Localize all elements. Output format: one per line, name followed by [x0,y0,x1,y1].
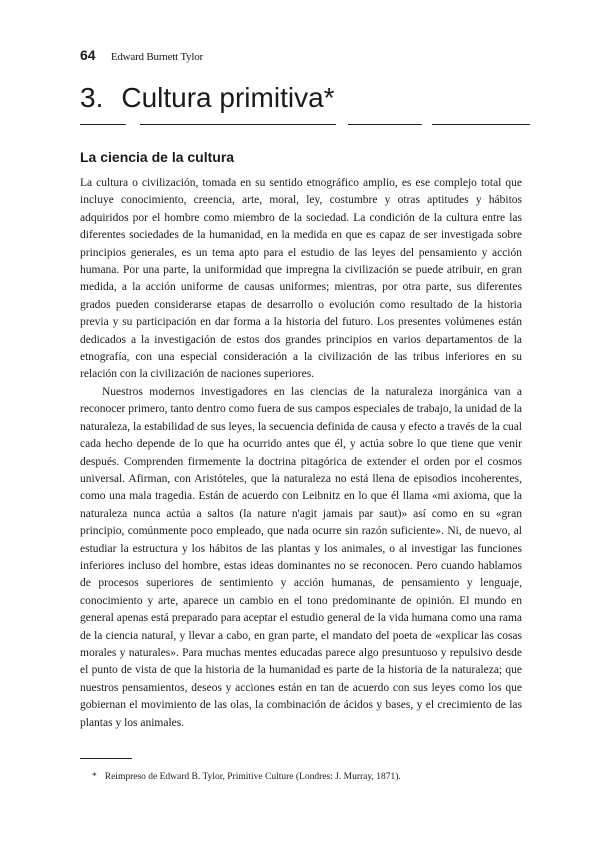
footnote-text: Reimpreso de Edward B. Tylor, Primitive Culture (Londres: J. Murray, 1871). [104,772,401,782]
chapter-rule-segment [80,124,126,125]
chapter-rule-segment [140,124,336,125]
chapter-rule-segment [348,124,422,125]
footnote [92,772,401,782]
chapter-rule-segment [432,124,530,125]
footnote-rule [80,758,132,759]
page-number: 64 [80,47,96,63]
chapter-heading [80,82,335,114]
footnote-mark: * [92,772,97,782]
body-text [80,175,522,732]
chapter-title: Cultura primitiva* [121,82,335,113]
paragraph: Nuestros modernos investigadores en las ciencias de la naturaleza inorgánica van a reconocer primero, tanto dentro como fuera de sus campos especiales de trabajo, la unidad de la naturaleza, la estabilidad de sus leyes, la secuencia definida de causa y efecto a través de la cual cada hecho depende de lo que ha ocurrido antes que él, y actúa sobre lo que tiene que venir después. Comprenden firmemente la doctrina pitagórica de extender el orden por el cosmos universal. Afirman, con Aristóteles, que la naturaleza no está llena de episodios incoherentes, como una mala tragedia. Están de acuerdo con Leibnitz en lo que él llama «mi axioma, que la naturaleza nunca actúa a saltos (la nature n'agit jamais par saut)» así como en su «gran principio, comúnmente poco empleado, que nada ocurre sin razón suficiente». Ni, de nuevo, al estudiar la estructura y los hábitos de las plantas y los animales, o al investigar las funciones inferiores incluso del hombre, estas ideas dominantes no se reconocen. Pero cuando hablamos de procesos superiores de sentimiento y acción humanas, de pensamiento y lenguaje, conocimiento y arte, aparece un cambio en el tono predominante de opinión. El mundo en general apenas está preparado para aceptar el estudio general de la vida humana como una rama de la ciencia natural, y llevar a cabo, en gran parte, el mandato del poeta de «explicar las cosas morales y naturales». Para muchas mentes educadas parece algo presuntuoso y repulsivo desde el punto de vista de que la historia de la humanidad es parte de la historia de la naturaleza; que nuestros pensamientos, deseos y acciones están en tan de acuerdo con sus leyes como los que gobiernan el movimiento de las olas, la combinación de ácidos y bases, y el crecimiento de las plantas y los animales. [80,385,522,729]
chapter-number: 3. [80,82,104,113]
page-header [80,47,203,64]
paragraph: La cultura o civilización, tomada en su sentido etnográfico amplio, es ese complejo total que incluye conocimiento, creencia, arte, moral, ley, costumbre y otras aptitudes y hábitos adquiridos por el hombre como miembro de la sociedad. La condición de la cultura entre las diferentes sociedades de la humanidad, en la medida en que es capaz de ser investigada sobre principios generales, es un tema apto para el estudio de las leyes del pensamiento y acción humana. Por una parte, la uniformidad que impregna la civilización se puede atribuir, en gran medida, a la acción uniforme de causas uniformes; mientras, por otra parte, sus diferentes grados pueden considerarse etapas de desarrollo o evolución como resultado de la historia previa y su participación en dar forma a la historia del futuro. Los presentes volúmenes están dedicados a la investigación de estos dos grandes principios en varios departamentos de la etnografía, con una especial consideración a la civilización de las tribus inferiores en su relación con la civilización de naciones superiores. [80,177,522,381]
running-title: Edward Burnett Tylor [110,51,204,63]
section-title: La ciencia de la cultura [80,149,235,165]
